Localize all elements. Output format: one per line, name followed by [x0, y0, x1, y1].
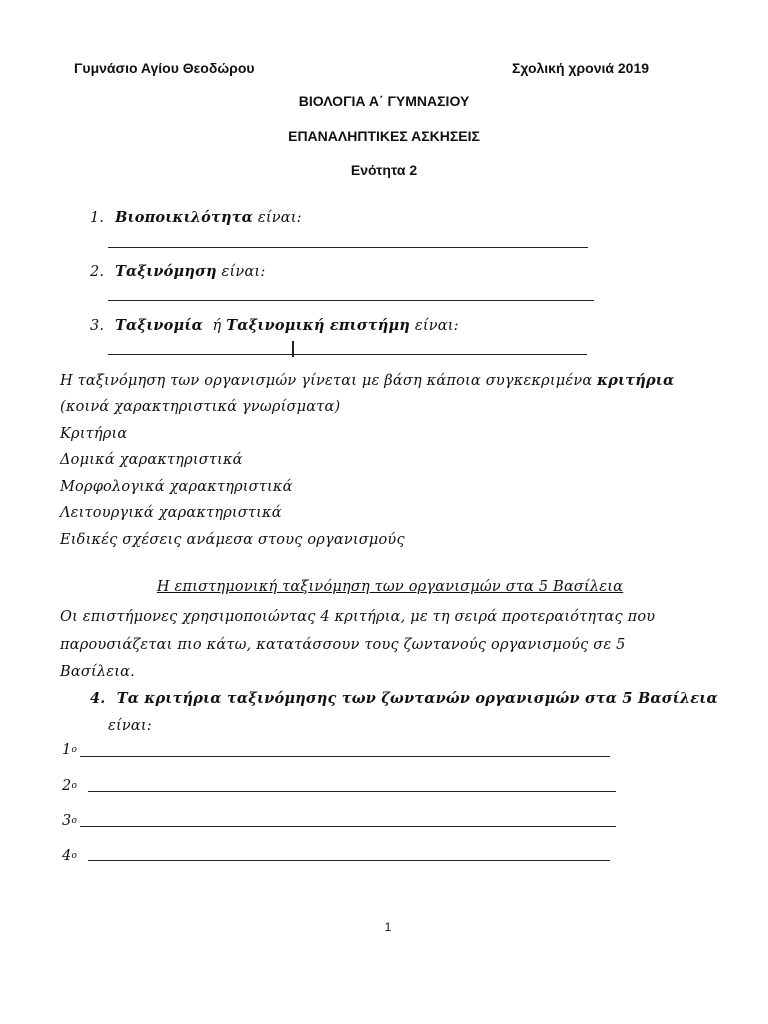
question-term: Ταξινόμηση — [115, 263, 217, 280]
answer-line-q3[interactable] — [108, 354, 587, 355]
answer-label-4 — [62, 848, 77, 864]
list-item: Δομικά χαρακτηριστικά — [60, 452, 243, 468]
question-connector: ή — [202, 318, 227, 334]
criteria-intro-bold: κριτήρια — [597, 372, 675, 389]
paragraph-line-3: Βασίλεια. — [60, 664, 135, 680]
question-4 — [90, 690, 718, 707]
question-number: 2. — [90, 264, 105, 280]
question-number: 3. — [90, 318, 105, 334]
answer-label-3 — [62, 813, 77, 829]
answer-line-2[interactable] — [88, 791, 616, 792]
ordinal-mark: ο — [71, 851, 78, 861]
section-title: Η επιστημονική ταξινόμηση των οργανισμών στα 5 Βασίλεια — [156, 579, 624, 595]
school-name: Γυμνάσιο Αγίου Θεοδώρου — [74, 60, 255, 76]
page-number: 1 — [384, 920, 392, 934]
answer-line-3[interactable] — [80, 826, 616, 827]
question-4-line-2: είναι: — [108, 718, 152, 734]
question-text: Τα κριτήρια ταξινόμησης των ζωντανών οργανισμών στα 5 Βασίλεια — [116, 690, 718, 707]
ordinal-mark: ο — [71, 781, 78, 791]
question-suffix: είναι: — [253, 210, 302, 226]
question-3 — [90, 317, 459, 334]
text-cursor — [292, 341, 294, 357]
criteria-heading: Κριτήρια — [60, 426, 128, 442]
answer-label-2 — [62, 778, 77, 794]
answer-number: 1 — [62, 742, 72, 758]
answer-line-1[interactable] — [80, 756, 610, 757]
question-number: 1. — [90, 210, 105, 226]
question-term-b: Ταξινομική επιστήμη — [226, 317, 411, 334]
question-term: Βιοποικιλότητα — [115, 209, 254, 226]
exercises-title: ΕΠΑΝΑΛΗΠΤΙΚΕΣ ΑΣΚΗΣΕΙΣ — [288, 128, 480, 144]
list-item: Μορφολογικά χαρακτηριστικά — [60, 479, 293, 495]
school-year: Σχολική χρονιά 2019 — [512, 60, 650, 76]
question-suffix: είναι: — [216, 264, 266, 280]
answer-line-q1[interactable] — [108, 247, 588, 248]
answer-label-1 — [62, 742, 77, 758]
question-1 — [90, 209, 302, 226]
question-number: 4. — [90, 690, 106, 707]
subject-title: ΒΙΟΛΟΓΙΑ Α΄ ΓΥΜΝΑΣΙΟΥ — [298, 93, 470, 109]
paragraph-line-2: παρουσιάζεται πιο κάτω, κατατάσσουν τους ζωντανούς οργανισμούς σε 5 — [60, 637, 626, 653]
question-suffix: είναι: — [410, 318, 459, 334]
unit-title: Ενότητα 2 — [350, 162, 418, 178]
question-term-a: Ταξινομία — [115, 317, 203, 334]
criteria-intro-line-2: (κοινά χαρακτηριστικά γνωρίσματα) — [60, 399, 341, 415]
ordinal-mark: ο — [71, 816, 78, 826]
ordinal-mark: ο — [71, 745, 78, 755]
criteria-intro-line-1 — [60, 372, 674, 389]
answer-number: 2 — [62, 778, 72, 794]
answer-number: 4 — [62, 848, 72, 864]
paragraph-line-1: Οι επιστήμονες χρησιμοποιώντας 4 κριτήρια, με τη σειρά προτεραιότητας που — [60, 609, 656, 625]
list-item: Ειδικές σχέσεις ανάμεσα στους οργανισμούς — [60, 532, 405, 548]
answer-number: 3 — [62, 813, 72, 829]
criteria-intro-text: Η ταξινόμηση των οργανισμών γίνεται με βάση κάποια συγκεκριμένα — [60, 373, 598, 389]
question-2 — [90, 263, 265, 280]
answer-line-4[interactable] — [88, 860, 610, 861]
answer-line-q2[interactable] — [108, 300, 594, 301]
list-item: Λειτουργικά χαρακτηριστικά — [60, 505, 282, 521]
